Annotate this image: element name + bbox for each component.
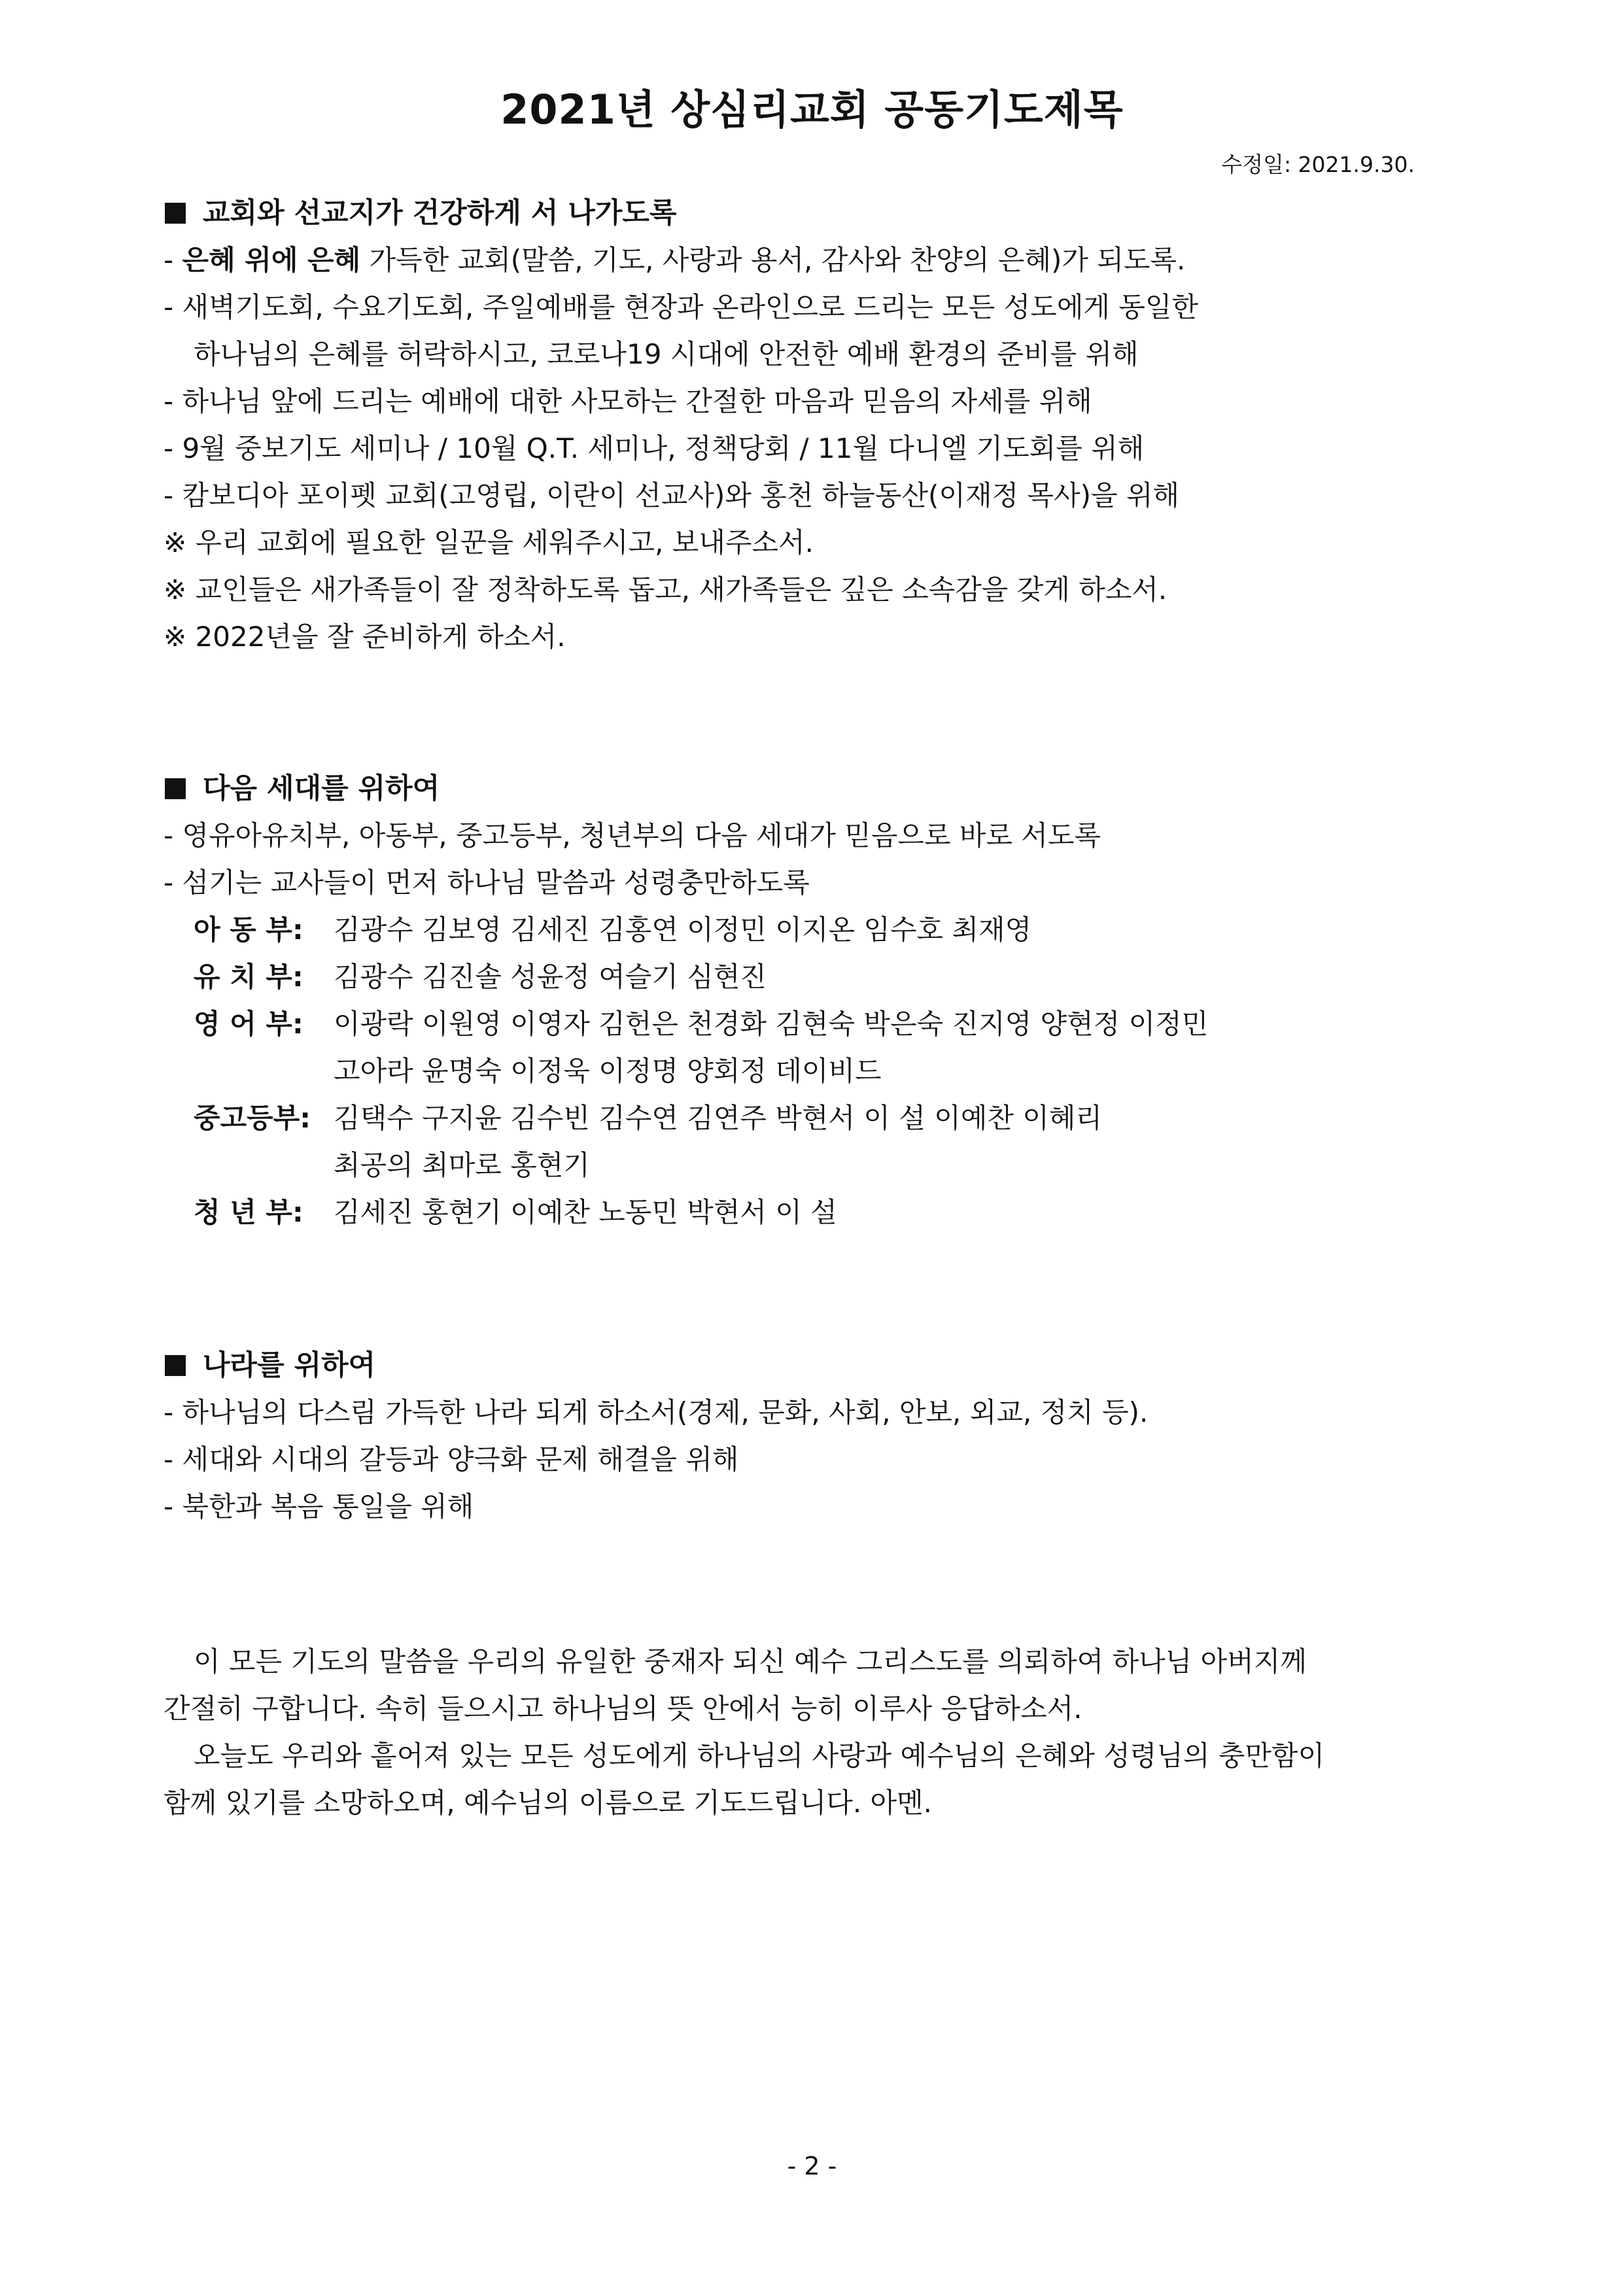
department-label: 청 년 부: xyxy=(194,1196,303,1228)
document-title: 2021년 상심리교회 공동기도제목 xyxy=(500,86,1124,133)
section-heading-text: 교회와 선교지가 건강하게 서 나가도록 xyxy=(203,197,677,230)
department-row xyxy=(164,954,1472,1001)
section-heading xyxy=(164,1342,1472,1389)
department-names xyxy=(334,1189,1472,1236)
prayer-item: - 섬기는 교사들이 먼저 하나님 말씀과 성령충만하도록 xyxy=(164,867,810,899)
department-label: 중고등부: xyxy=(194,1102,311,1134)
prayer-item xyxy=(164,237,1472,284)
prayer-item: - 북한과 복음 통일을 위해 xyxy=(164,1490,474,1523)
names-line: 김택수 구지윤 김수빈 김수연 김연주 박현서 이 설 이예찬 이혜리 xyxy=(334,1102,1103,1134)
prayer-item: - 캄보디아 포이펫 교회(고영립, 이란이 선교사)와 홍천 하늘동산(이재정 목사)을 위해 xyxy=(164,479,1180,511)
square-bullet-icon xyxy=(165,1355,186,1376)
prayer-item: - 하나님 앞에 드리는 예배에 대한 사모하는 간절한 마음과 믿음의 자세를 위해 xyxy=(164,385,1092,417)
section-heading-text: 다음 세대를 위하여 xyxy=(203,772,440,805)
square-bullet-icon xyxy=(165,203,186,224)
page-number: - 2 - xyxy=(787,2152,837,2180)
names-line: 김광수 김진솔 성윤정 여슬기 심현진 xyxy=(334,961,767,993)
closing-line: 오늘도 우리와 흩어져 있는 모든 성도에게 하나님의 사랑과 예수님의 은혜와 성령님의 충만함이 xyxy=(194,1740,1325,1772)
prayer-note: ※ 2022년을 잘 준비하게 하소서. xyxy=(164,621,566,653)
prayer-item: - 새벽기도회, 수요기도회, 주일예배를 현장과 온라인으로 드리는 모든 성도에게 동일한 xyxy=(164,291,1199,323)
department-names xyxy=(334,906,1472,954)
prayer-note: ※ 교인들은 새가족들이 잘 정착하도록 돕고, 새가족들은 깊은 소속감을 갖게 하소서. xyxy=(164,574,1167,606)
section-heading xyxy=(164,765,1472,812)
prayer-item: - 하나님의 다스림 가득한 나라 되게 하소서(경제, 문화, 사회, 안보, 외교, 정치 등). xyxy=(164,1396,1149,1428)
department-label: 유 치 부: xyxy=(194,961,303,993)
names-line: 고아라 윤명숙 이정욱 이정명 양회정 데이비드 xyxy=(334,1055,882,1087)
section-church xyxy=(164,190,1472,661)
department-row xyxy=(164,906,1472,954)
square-bullet-icon xyxy=(165,778,186,799)
dash-prefix: - xyxy=(164,244,182,276)
section-next-generation xyxy=(164,765,1472,1236)
department-names xyxy=(334,1001,1472,1095)
department-label: 영 어 부: xyxy=(194,1008,303,1040)
prayer-note: ※ 우리 교회에 필요한 일꾼을 세워주시고, 보내주소서. xyxy=(164,526,814,559)
closing-line: 이 모든 기도의 말씀을 우리의 유일한 중재자 되신 예수 그리스도를 의뢰하여 하나님 아버지께 xyxy=(194,1645,1307,1678)
names-line: 최공의 최마로 홍현기 xyxy=(334,1149,590,1181)
prayer-item: - 9월 중보기도 세미나 / 10월 Q.T. 세미나, 정책당회 / 11월 다니엘 기도회를 위해 xyxy=(164,432,1145,464)
department-label: 아 동 부: xyxy=(194,914,303,946)
names-line: 김세진 홍현기 이예찬 노동민 박현서 이 설 xyxy=(334,1196,837,1228)
prayer-item: - 세대와 시대의 갈등과 양극화 문제 해결을 위해 xyxy=(164,1443,739,1475)
section-nation xyxy=(164,1342,1472,1530)
prayer-item-continued: 하나님의 은혜를 허락하시고, 코로나19 시대에 안전한 예배 환경의 준비를 위해 xyxy=(194,338,1139,370)
department-row xyxy=(164,1189,1472,1236)
department-names xyxy=(334,1095,1472,1189)
revision-date: 수정일: 2021.9.30. xyxy=(1221,152,1415,177)
prayer-item-text: 가득한 교회(말씀, 기도, 사랑과 용서, 감사와 찬양의 은혜)가 되도록. xyxy=(360,244,1186,276)
department-row xyxy=(164,1095,1472,1189)
closing-line: 함께 있기를 소망하오며, 예수님의 이름으로 기도드립니다. 아멘. xyxy=(164,1787,933,1819)
prayer-item: - 영유아유치부, 아동부, 중고등부, 청년부의 다음 세대가 믿음으로 바로 서도록 xyxy=(164,819,1101,852)
section-heading-text: 나라를 위하여 xyxy=(203,1349,376,1382)
names-line: 이광락 이원영 이영자 김헌은 천경화 김현숙 박은숙 진지영 양현정 이정민 xyxy=(334,1008,1209,1040)
closing-line: 간절히 구합니다. 속히 들으시고 하나님의 뜻 안에서 능히 이루사 응답하소서. xyxy=(164,1693,1082,1725)
section-heading xyxy=(164,190,1472,237)
department-row xyxy=(164,1001,1472,1095)
emphasis-text: 은혜 위에 은혜 xyxy=(182,244,361,276)
department-names xyxy=(334,954,1472,1001)
names-line: 김광수 김보영 김세진 김홍연 이정민 이지온 임수호 최재영 xyxy=(334,914,1032,946)
closing-prayer xyxy=(164,1638,1465,1827)
